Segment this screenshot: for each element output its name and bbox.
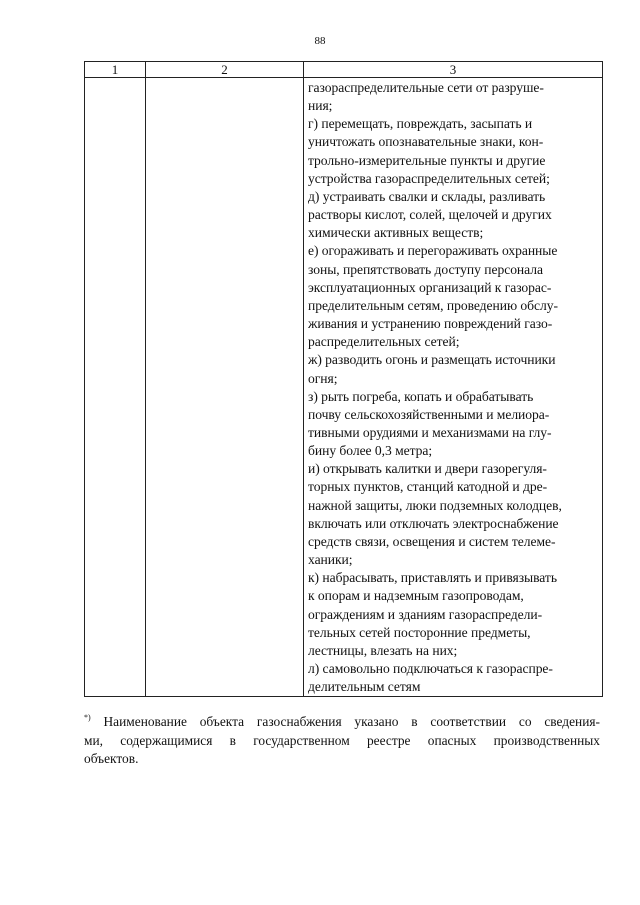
text-line: зоны, препятствовать доступу персонала	[308, 261, 543, 277]
footnote-line-2: ми, содержащимися в государственном реестре опасных производственных	[84, 732, 600, 748]
text-line: бину более 0,3 метра;	[308, 443, 433, 459]
text-line: з) рыть погреба, копать и обрабатывать	[308, 388, 534, 404]
table-row	[85, 78, 603, 697]
table-cell-col3	[304, 78, 603, 697]
text-line: торных пунктов, станций катодной и дре-	[308, 479, 548, 495]
text-line: тивными орудиями и механизмами на глу-	[308, 424, 552, 440]
page-number: 88	[314, 35, 326, 47]
column-header-1: 1	[85, 62, 146, 78]
text-line: ограждениям и зданиям газораспредели-	[308, 606, 543, 622]
text-line: распределительных сетей;	[308, 334, 460, 350]
text-line: ния;	[308, 98, 333, 114]
text-line: делительным сетям	[308, 679, 421, 695]
footnote-marker: *)	[84, 713, 91, 722]
footnote-line-1	[84, 713, 600, 732]
footnote	[84, 713, 600, 769]
text-line: ж) разводить огонь и размещать источники	[308, 352, 556, 368]
text-line: химически активных веществ;	[308, 225, 484, 241]
text-line: включать или отключать электроснабжение	[308, 515, 559, 531]
text-line: к опорам и надземным газопроводам,	[308, 588, 524, 604]
text-line: г) перемещать, повреждать, засыпать и	[308, 116, 533, 132]
column-header-3: 3	[304, 62, 603, 78]
requirements-table	[84, 61, 603, 697]
column-header-2: 2	[146, 62, 304, 78]
text-line: ханики;	[308, 552, 353, 568]
text-line: и) открывать калитки и двери газорегуля-	[308, 461, 547, 477]
text-line: к) набрасывать, приставлять и привязывать	[308, 570, 557, 586]
text-line: газораспределительные сети от разруше-	[308, 80, 544, 95]
text-line: почву сельскохозяйственными и мелиора-	[308, 406, 550, 422]
text-line: живания и устранению повреждений газо-	[308, 316, 553, 332]
text-line: л) самовольно подключаться к газораспре-	[308, 661, 553, 676]
text-line: нажной защиты, люки подземных колодцев,	[308, 497, 562, 513]
text-line: е) огораживать и перегораживать охранные	[308, 243, 558, 259]
text-line: трольно-измерительные пункты и другие	[308, 152, 546, 168]
text-line: растворы кислот, солей, щелочей и других	[308, 207, 552, 223]
text-line: эксплуатационных организаций к газорас-	[308, 279, 552, 295]
text-line: лестницы, влезать на них;	[308, 642, 458, 658]
table-cell-col2	[146, 78, 304, 697]
text-line: тельных сетей посторонние предметы,	[308, 624, 531, 640]
prohibitions-text	[304, 78, 602, 696]
text-line: устройства газораспределительных сетей;	[308, 170, 550, 186]
table-cell-col1	[85, 78, 146, 697]
text-line: д) устраивать свалки и склады, разливать	[308, 188, 546, 204]
text-line: огня;	[308, 370, 338, 386]
text-line: средств связи, освещения и систем телеме-	[308, 533, 556, 549]
text-line: уничтожать опознавательные знаки, кон-	[308, 134, 544, 150]
footnote-text-1: Наименование объекта газоснабжения указано в соответствии со сведения-	[103, 714, 600, 729]
table-header-row	[85, 62, 603, 78]
footnote-line-3: объектов.	[84, 751, 139, 766]
text-line: пределительным сетям, проведению обслу-	[308, 297, 558, 313]
